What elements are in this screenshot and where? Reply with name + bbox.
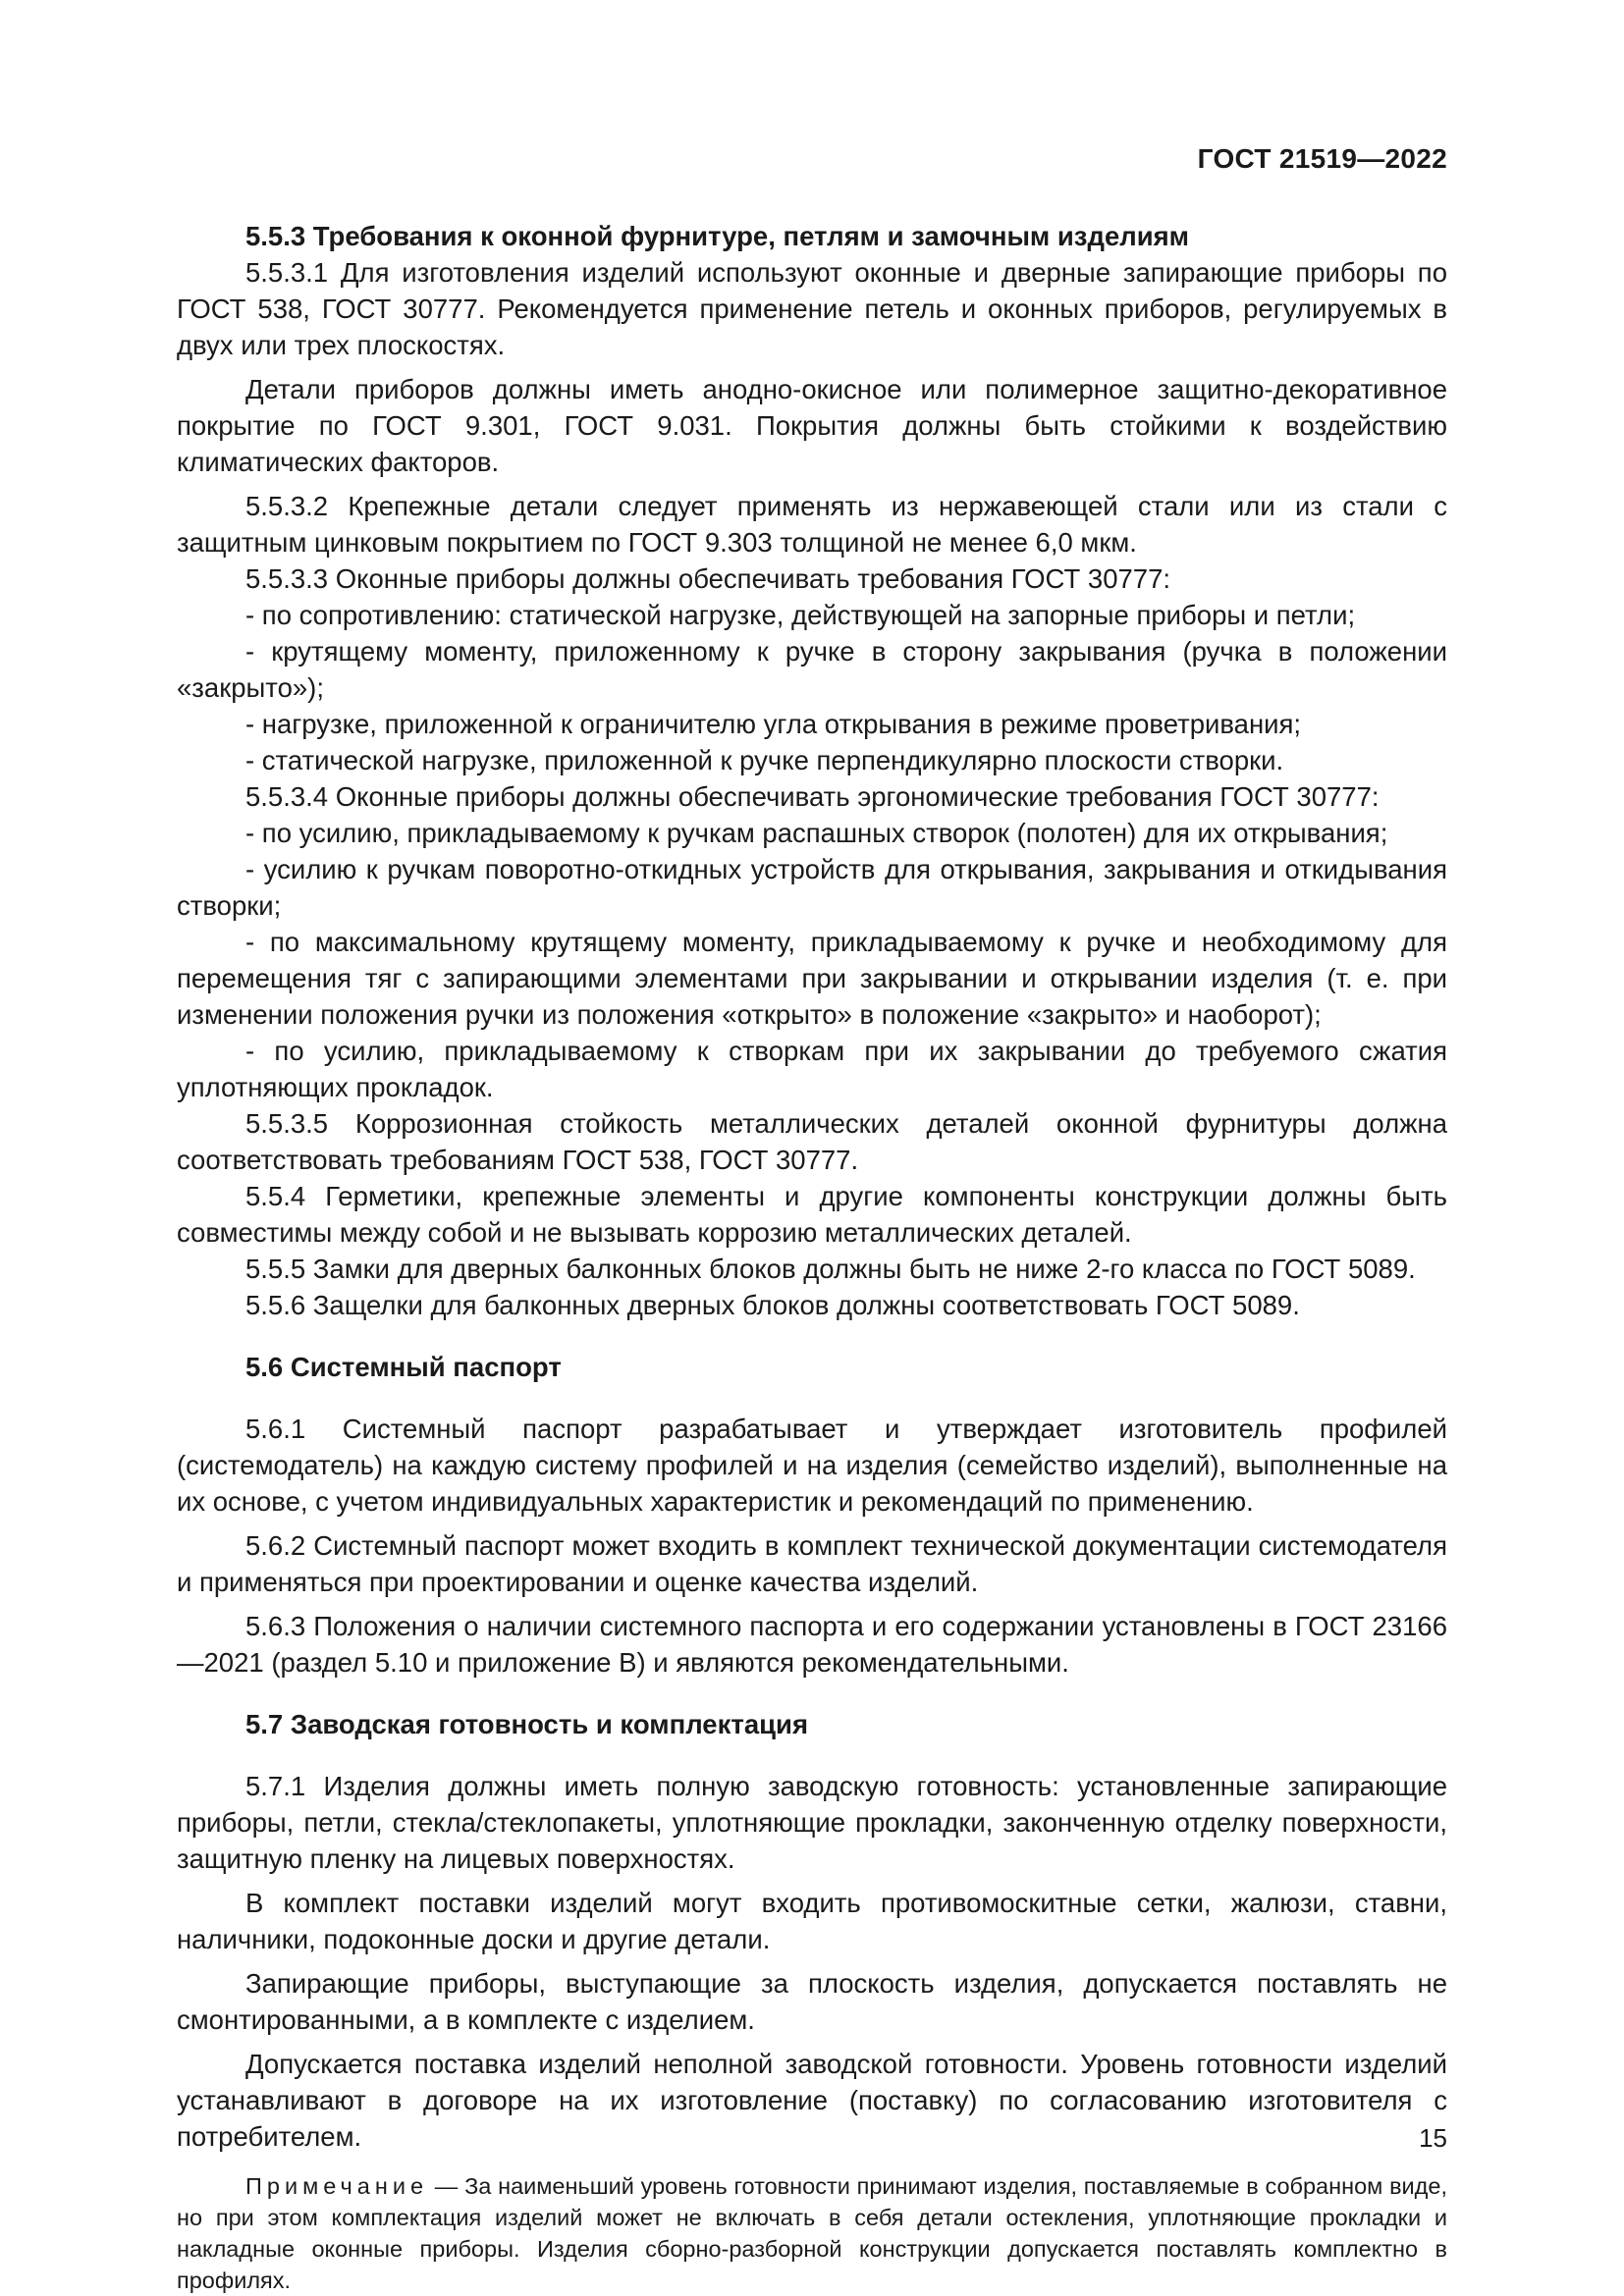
- paragraph: 5.7.1 Изделия должны иметь полную заводскую готовность: установленные запирающие приборы, петли, стекла/стеклопакеты, уплотняющие прокладки, законченную отделку поверхности, защитную пленку на лицевых поверхностях.: [177, 1771, 1447, 1874]
- section-heading-5-5-3: 5.5.3 Требования к оконной фурнитуре, петлям и замочным изделиям: [245, 221, 1189, 251]
- page-number: 15: [1419, 2123, 1447, 2153]
- list-item: - нагрузке, приложенной к ограничителю угла открывания в режиме проветривания;: [245, 709, 1302, 739]
- note-text: — За наименьший уровень готовности принимают изделия, поставляемые в собранном виде, но при этом комплектация изделий может не включать в себя детали остекления, уплотняющие прокладки и накладные оконные приборы. Изделия сборно-разборной конструкции допускается поставлять комплектно в профилях.: [177, 2173, 1447, 2293]
- list-item: - по максимальному крутящему моменту, прикладываемому к ручке и необходимому для перемещения тяг с запирающими элементами при закрывании и открывании изделия (т. е. при изменении положения ручки из положения «открыто» в положение «закрыто» и наоборот);: [177, 927, 1447, 1030]
- list-item: - по усилию, прикладываемому к створкам при их закрывании до требуемого сжатия уплотняющих прокладок.: [177, 1036, 1447, 1102]
- section-heading-5-7: 5.7 Заводская готовность и комплектация: [245, 1709, 808, 1739]
- paragraph: 5.5.3.5 Коррозионная стойкость металлических деталей оконной фурнитуры должна соответствовать требованиям ГОСТ 538, ГОСТ 30777.: [177, 1108, 1447, 1175]
- paragraph: Допускается поставка изделий неполной заводской готовности. Уровень готовности изделий устанавливают в договоре на их изготовление (поставку) по согласованию изготовителя с потребителем.: [177, 2049, 1447, 2152]
- note: [177, 2170, 1447, 2296]
- document-id-header: ГОСТ 21519—2022: [1197, 143, 1447, 174]
- document-body: [177, 218, 1447, 2296]
- paragraph: В комплект поставки изделий могут входить противомоскитные сетки, жалюзи, ставни, наличники, подоконные доски и другие детали.: [177, 1888, 1447, 1954]
- paragraph: 5.5.6 Защелки для балконных дверных блоков должны соответствовать ГОСТ 5089.: [245, 1290, 1300, 1320]
- paragraph: Запирающие приборы, выступающие за плоскость изделия, допускается поставлять не смонтированными, а в комплекте с изделием.: [177, 1968, 1447, 2035]
- paragraph: 5.5.5 Замки для дверных балконных блоков должны быть не ниже 2-го класса по ГОСТ 5089.: [245, 1254, 1416, 1284]
- paragraph: 5.6.2 Системный паспорт может входить в комплект технической документации системодателя и применяться при проектировании и оценке качества изделий.: [177, 1530, 1447, 1597]
- paragraph: 5.5.3.4 Оконные приборы должны обеспечивать эргономические требования ГОСТ 30777:: [245, 781, 1380, 812]
- paragraph: 5.5.4 Герметики, крепежные элементы и другие компоненты конструкции должны быть совместимы между собой и не вызывать коррозию металлических деталей.: [177, 1181, 1447, 1248]
- paragraph: 5.6.1 Системный паспорт разрабатывает и утверждает изготовитель профилей (системодатель) на каждую систему профилей и на изделия (семейство изделий), выполненные на их основе, с учетом индивидуальных характеристик и рекомендаций по применению.: [177, 1414, 1447, 1517]
- paragraph: 5.6.3 Положения о наличии системного паспорта и его содержании установлены в ГОСТ 23166—2021 (раздел 5.10 и приложение В) и являются рекомендательными.: [177, 1611, 1447, 1678]
- list-item: - по сопротивлению: статической нагрузке, действующей на запорные приборы и петли;: [245, 600, 1356, 630]
- paragraph: 5.5.3.1 Для изготовления изделий используют оконные и дверные запирающие приборы по ГОСТ 538, ГОСТ 30777. Рекомендуется применение петель и оконных приборов, регулируемых в двух или трех плоскостях.: [177, 257, 1447, 360]
- list-item: - крутящему моменту, приложенному к ручке в сторону закрывания (ручка в положении «закрыто»);: [177, 636, 1447, 703]
- paragraph: 5.5.3.3 Оконные приборы должны обеспечивать требования ГОСТ 30777:: [245, 563, 1171, 594]
- section-heading-5-6: 5.6 Системный паспорт: [245, 1352, 562, 1382]
- list-item: - усилию к ручкам поворотно-откидных устройств для открывания, закрывания и откидывания створки;: [177, 854, 1447, 921]
- list-item: - по усилию, прикладываемому к ручкам распашных створок (полотен) для их открывания;: [245, 818, 1388, 848]
- list-item: - статической нагрузке, приложенной к ручке перпендикулярно плоскости створки.: [245, 745, 1284, 775]
- paragraph: 5.5.3.2 Крепежные детали следует применять из нержавеющей стали или из стали с защитным цинковым покрытием по ГОСТ 9.303 толщиной не менее 6,0 мкм.: [177, 491, 1447, 558]
- note-label: Примечание: [245, 2173, 429, 2199]
- paragraph: Детали приборов должны иметь анодно-окисное или полимерное защитно-декоративное покрытие по ГОСТ 9.301, ГОСТ 9.031. Покрытия должны быть стойкими к воздействию климатических факторов.: [177, 374, 1447, 477]
